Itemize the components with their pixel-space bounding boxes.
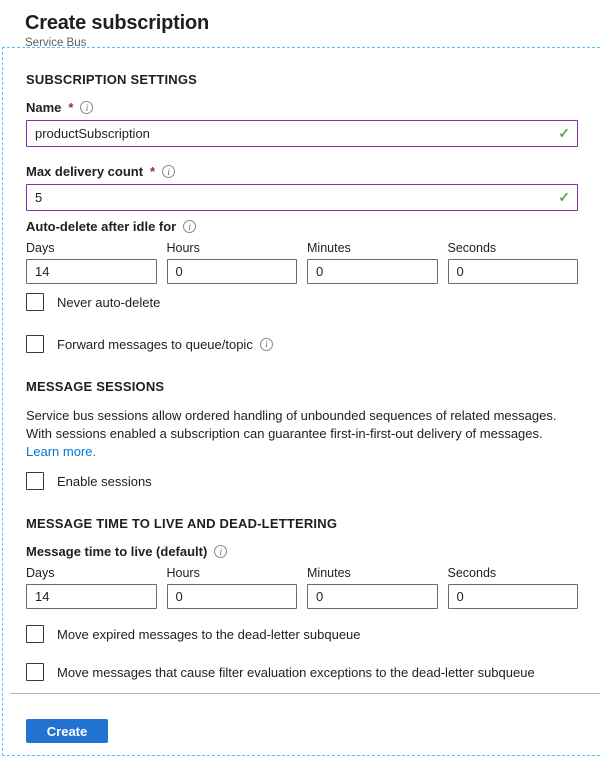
learn-more-link[interactable]: Learn more.	[26, 444, 97, 459]
duration-col-hours	[167, 566, 298, 609]
duration-col-minutes	[307, 241, 438, 284]
valid-check-icon: ✓	[558, 125, 570, 141]
info-icon[interactable]: i	[214, 545, 227, 558]
auto-delete-days-input[interactable]	[26, 259, 157, 284]
section-heading-subscription-settings: SUBSCRIPTION SETTINGS	[26, 72, 198, 87]
ttl-seconds-input[interactable]	[448, 584, 579, 609]
footer-divider	[10, 693, 600, 694]
move-filter-exceptions-checkbox[interactable]	[26, 663, 44, 681]
duration-col-days	[26, 241, 157, 284]
never-auto-delete-label[interactable]: Never auto-delete	[57, 294, 161, 310]
section-heading-ttl-deadletter: MESSAGE TIME TO LIVE AND DEAD-LETTERING	[26, 516, 338, 531]
max-delivery-count-input[interactable]	[26, 184, 578, 211]
max-delivery-label-row	[26, 164, 578, 179]
hours-label: Hours	[166, 241, 200, 255]
auto-delete-minutes-input[interactable]	[307, 259, 438, 284]
auto-delete-label: Auto-delete after idle for	[26, 219, 177, 234]
seconds-label: Seconds	[447, 241, 497, 255]
max-delivery-label: Max delivery count	[26, 164, 144, 179]
max-delivery-input-wrap	[26, 184, 578, 211]
create-button[interactable]: Create	[26, 719, 108, 743]
name-field-label-row	[26, 100, 578, 115]
page-subtitle: Service Bus	[25, 37, 87, 49]
valid-check-icon: ✓	[558, 189, 570, 205]
move-filter-exceptions-label[interactable]: Move messages that cause filter evaluation exceptions to the dead-letter subqueue	[57, 664, 535, 680]
ttl-label: Message time to live (default)	[26, 544, 208, 559]
auto-delete-label-row	[26, 219, 578, 234]
never-auto-delete-checkbox[interactable]	[26, 293, 44, 311]
ttl-duration-row	[26, 566, 578, 609]
section-heading-message-sessions: MESSAGE SESSIONS	[26, 379, 165, 394]
move-filter-exceptions-row	[26, 663, 578, 681]
duration-col-days	[26, 566, 157, 609]
duration-col-seconds	[448, 241, 579, 284]
page-title: Create subscription	[25, 12, 210, 34]
message-sessions-description-text: Service bus sessions allow ordered handling of unbounded sequences of related messages. With sessions enabled a subscription can guarantee first-in-first-out delivery of messages.	[26, 408, 557, 441]
minutes-label: Minutes	[307, 241, 351, 255]
info-icon[interactable]: i	[162, 165, 175, 178]
move-expired-checkbox[interactable]	[26, 625, 44, 643]
ttl-hours-input[interactable]	[167, 584, 298, 609]
forward-messages-row	[26, 335, 578, 353]
move-expired-label[interactable]: Move expired messages to the dead-letter subqueue	[57, 626, 361, 642]
enable-sessions-label[interactable]: Enable sessions	[57, 473, 152, 489]
info-icon[interactable]: i	[260, 338, 273, 351]
required-asterisk: *	[150, 164, 156, 179]
duration-col-minutes	[307, 566, 438, 609]
auto-delete-hours-input[interactable]	[167, 259, 298, 284]
ttl-label-row	[26, 544, 578, 559]
enable-sessions-row	[26, 472, 578, 490]
panel-header	[0, 0, 600, 47]
info-icon[interactable]: i	[80, 101, 93, 114]
name-input-wrap	[26, 120, 578, 147]
create-subscription-form	[2, 47, 600, 756]
days-label: Days	[26, 566, 55, 580]
ttl-minutes-input[interactable]	[307, 584, 438, 609]
required-asterisk: *	[68, 100, 74, 115]
enable-sessions-checkbox[interactable]	[26, 472, 44, 490]
minutes-label: Minutes	[307, 566, 351, 580]
forward-messages-checkbox[interactable]	[26, 335, 44, 353]
message-sessions-description	[26, 407, 571, 461]
duration-col-seconds	[448, 566, 579, 609]
panel-footer	[26, 693, 578, 758]
auto-delete-duration-row	[26, 241, 578, 284]
seconds-label: Seconds	[447, 566, 497, 580]
auto-delete-seconds-input[interactable]	[448, 259, 579, 284]
never-auto-delete-row	[26, 293, 578, 311]
name-input[interactable]	[26, 120, 578, 147]
forward-messages-label[interactable]: Forward messages to queue/topic	[57, 336, 253, 352]
info-icon[interactable]: i	[183, 220, 196, 233]
hours-label: Hours	[166, 566, 200, 580]
move-expired-row	[26, 625, 578, 643]
ttl-days-input[interactable]	[26, 584, 157, 609]
duration-col-hours	[167, 241, 298, 284]
days-label: Days	[26, 241, 55, 255]
name-field-label: Name	[26, 100, 62, 115]
